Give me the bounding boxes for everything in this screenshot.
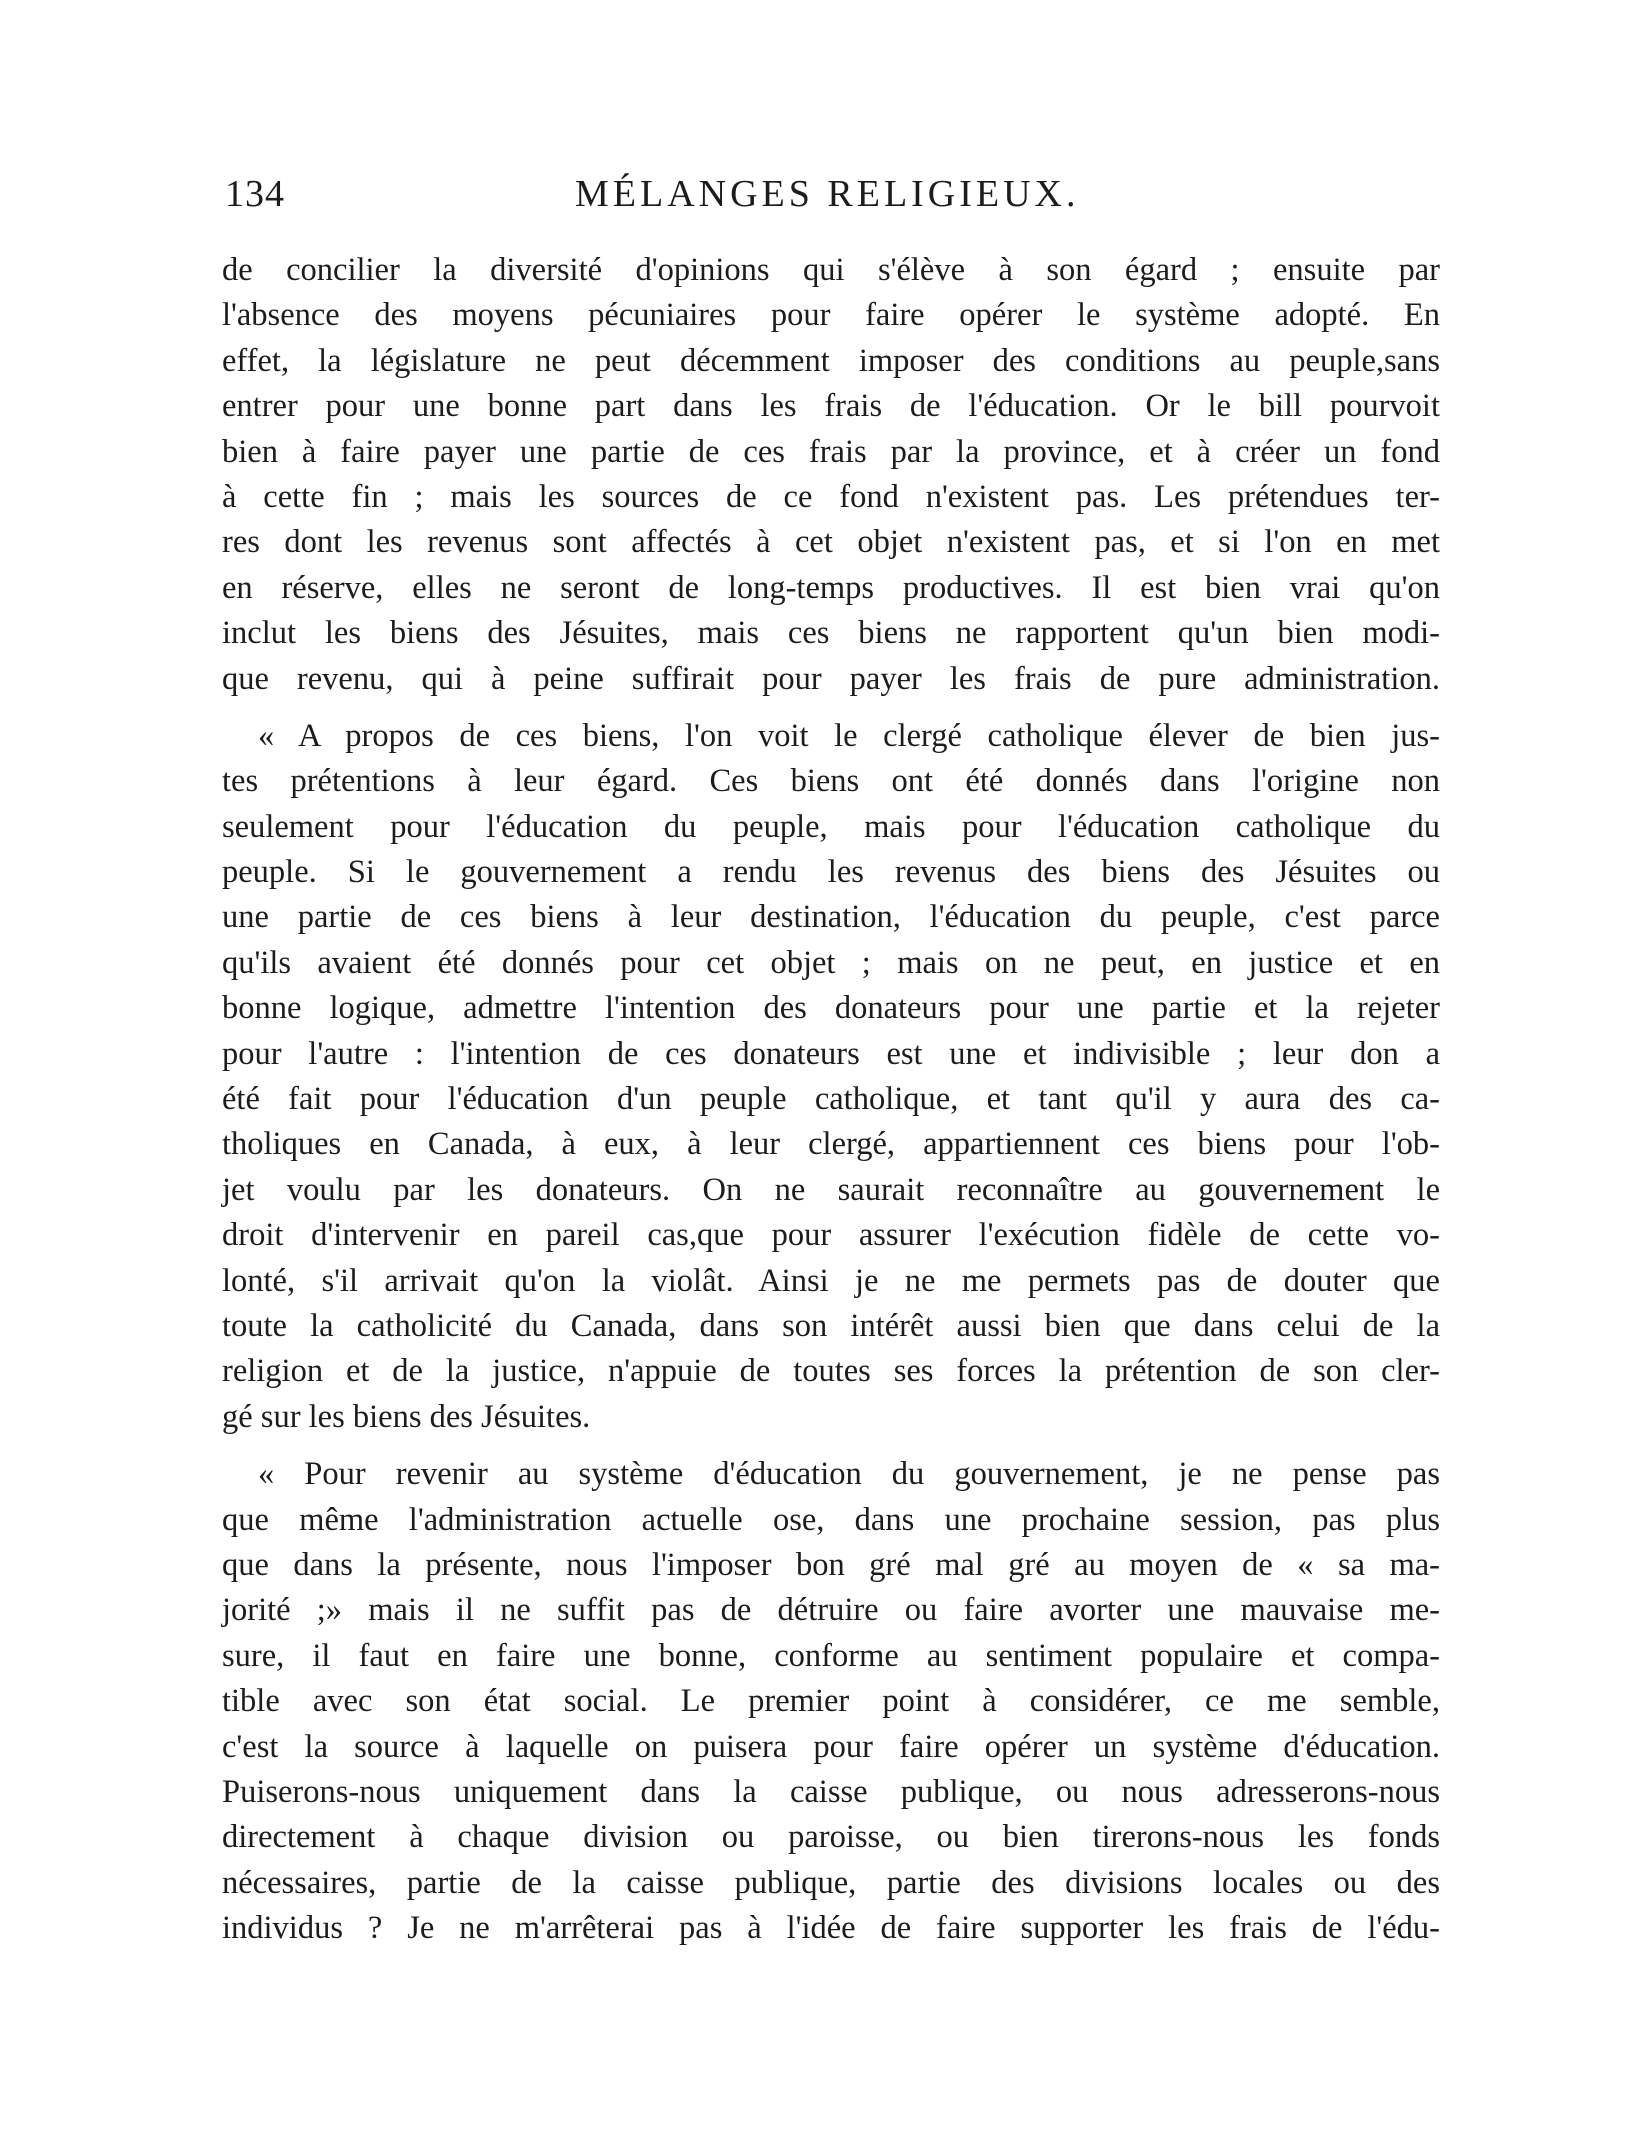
text-line: c'est la source à laquelle on puisera pour faire opérer un système d'éducation. bbox=[222, 1728, 1440, 1765]
text-line: bonne logique, admettre l'intention des donateurs pour une partie et la rejeter bbox=[222, 990, 1440, 1027]
text-line: tholiques en Canada, à eux, à leur clergé, appartiennent ces biens pour l'ob- bbox=[222, 1126, 1440, 1163]
text-line: que même l'administration actuelle ose, dans une prochaine session, pas plus bbox=[222, 1501, 1440, 1538]
text-line: été fait pour l'éducation d'un peuple catholique, et tant qu'il y aura des ca- bbox=[222, 1081, 1440, 1118]
text-line: jorité ;» mais il ne suffit pas de détruire ou faire avorter une mauvaise me- bbox=[222, 1592, 1440, 1629]
paragraph-2 bbox=[222, 714, 1440, 1440]
running-title: MÉLANGES RELIGIEUX. bbox=[575, 173, 1080, 215]
paragraph-gap bbox=[222, 1440, 1440, 1452]
text-line: de concilier la diversité d'opinions qui s'élève à son égard ; ensuite par bbox=[222, 252, 1440, 288]
text-line: bien à faire payer une partie de ces frais par la province, et à créer un fond bbox=[222, 433, 1440, 470]
text-line: nécessaires, partie de la caisse publique, partie des divisions locales ou des bbox=[222, 1864, 1440, 1901]
text-line: l'absence des moyens pécuniaires pour faire opérer le système adopté. En bbox=[222, 297, 1440, 334]
text-line: individus ? Je ne m'arrêterai pas à l'idée de faire supporter les frais de l'édu- bbox=[222, 1910, 1440, 1947]
text-line: sure, il faut en faire une bonne, conforme au sentiment populaire et compa- bbox=[222, 1637, 1440, 1674]
text-line: qu'ils avaient été donnés pour cet objet ; mais on ne peut, en justice et en bbox=[222, 944, 1440, 981]
text-line: res dont les revenus sont affectés à cet objet n'existent pas, et si l'on en met bbox=[222, 524, 1440, 561]
text-line: pour l'autre : l'intention de ces donateurs est une et indivisible ; leur don a bbox=[222, 1035, 1440, 1072]
body-text bbox=[222, 248, 1440, 1951]
text-line: inclut les biens des Jésuites, mais ces biens ne rapportent qu'un bien modi- bbox=[222, 615, 1440, 652]
text-line: directement à chaque division ou paroisse, ou bien tirerons-nous les fonds bbox=[222, 1819, 1440, 1856]
text-line: jet voulu par les donateurs. On ne saurait reconnaître au gouvernement le bbox=[222, 1171, 1440, 1208]
page-number: 134 bbox=[225, 173, 285, 215]
text-line: « A propos de ces biens, l'on voit le clergé catholique élever de bien jus- bbox=[258, 717, 1440, 754]
text-line: toute la catholicité du Canada, dans son intérêt aussi bien que dans celui de la bbox=[222, 1307, 1440, 1344]
text-line: effet, la législature ne peut décemment imposer des conditions au peuple,sans bbox=[222, 342, 1440, 379]
text-line: religion et de la justice, n'appuie de toutes ses forces la prétention de son cler- bbox=[222, 1353, 1440, 1390]
text-line: à cette fin ; mais les sources de ce fond n'existent pas. Les prétendues ter- bbox=[222, 478, 1440, 515]
text-line: Puiserons-nous uniquement dans la caisse publique, ou nous adresserons-nous bbox=[222, 1773, 1440, 1810]
text-line: « Pour revenir au système d'éducation du gouvernement, je ne pense pas bbox=[258, 1456, 1440, 1493]
text-line: gé sur les biens des Jésuites. bbox=[222, 1398, 591, 1435]
paragraph-1 bbox=[222, 248, 1440, 702]
text-line: tible avec son état social. Le premier point à considérer, ce me semble, bbox=[222, 1683, 1440, 1720]
paragraph-gap bbox=[222, 702, 1440, 714]
page-header bbox=[225, 168, 1455, 228]
text-line: une partie de ces biens à leur destination, l'éducation du peuple, c'est parce bbox=[222, 899, 1440, 936]
text-line: tes prétentions à leur égard. Ces biens ont été donnés dans l'origine non bbox=[222, 763, 1440, 800]
text-line: lonté, s'il arrivait qu'on la violât. Ainsi je ne me permets pas de douter que bbox=[222, 1262, 1440, 1299]
text-line: entrer pour une bonne part dans les frais de l'éducation. Or le bill pourvoit bbox=[222, 388, 1440, 425]
text-line: peuple. Si le gouvernement a rendu les revenus des biens des Jésuites ou bbox=[222, 854, 1440, 891]
text-line: que revenu, qui à peine suffirait pour payer les frais de pure administration. bbox=[222, 660, 1440, 697]
paragraph-3 bbox=[222, 1452, 1440, 1951]
text-line: droit d'intervenir en pareil cas,que pour assurer l'exécution fidèle de cette vo- bbox=[222, 1217, 1440, 1254]
text-line: seulement pour l'éducation du peuple, mais pour l'éducation catholique du bbox=[222, 808, 1440, 845]
text-line: que dans la présente, nous l'imposer bon gré mal gré au moyen de « sa ma- bbox=[222, 1546, 1440, 1583]
text-line: en réserve, elles ne seront de long-temps productives. Il est bien vrai qu'on bbox=[222, 569, 1440, 606]
